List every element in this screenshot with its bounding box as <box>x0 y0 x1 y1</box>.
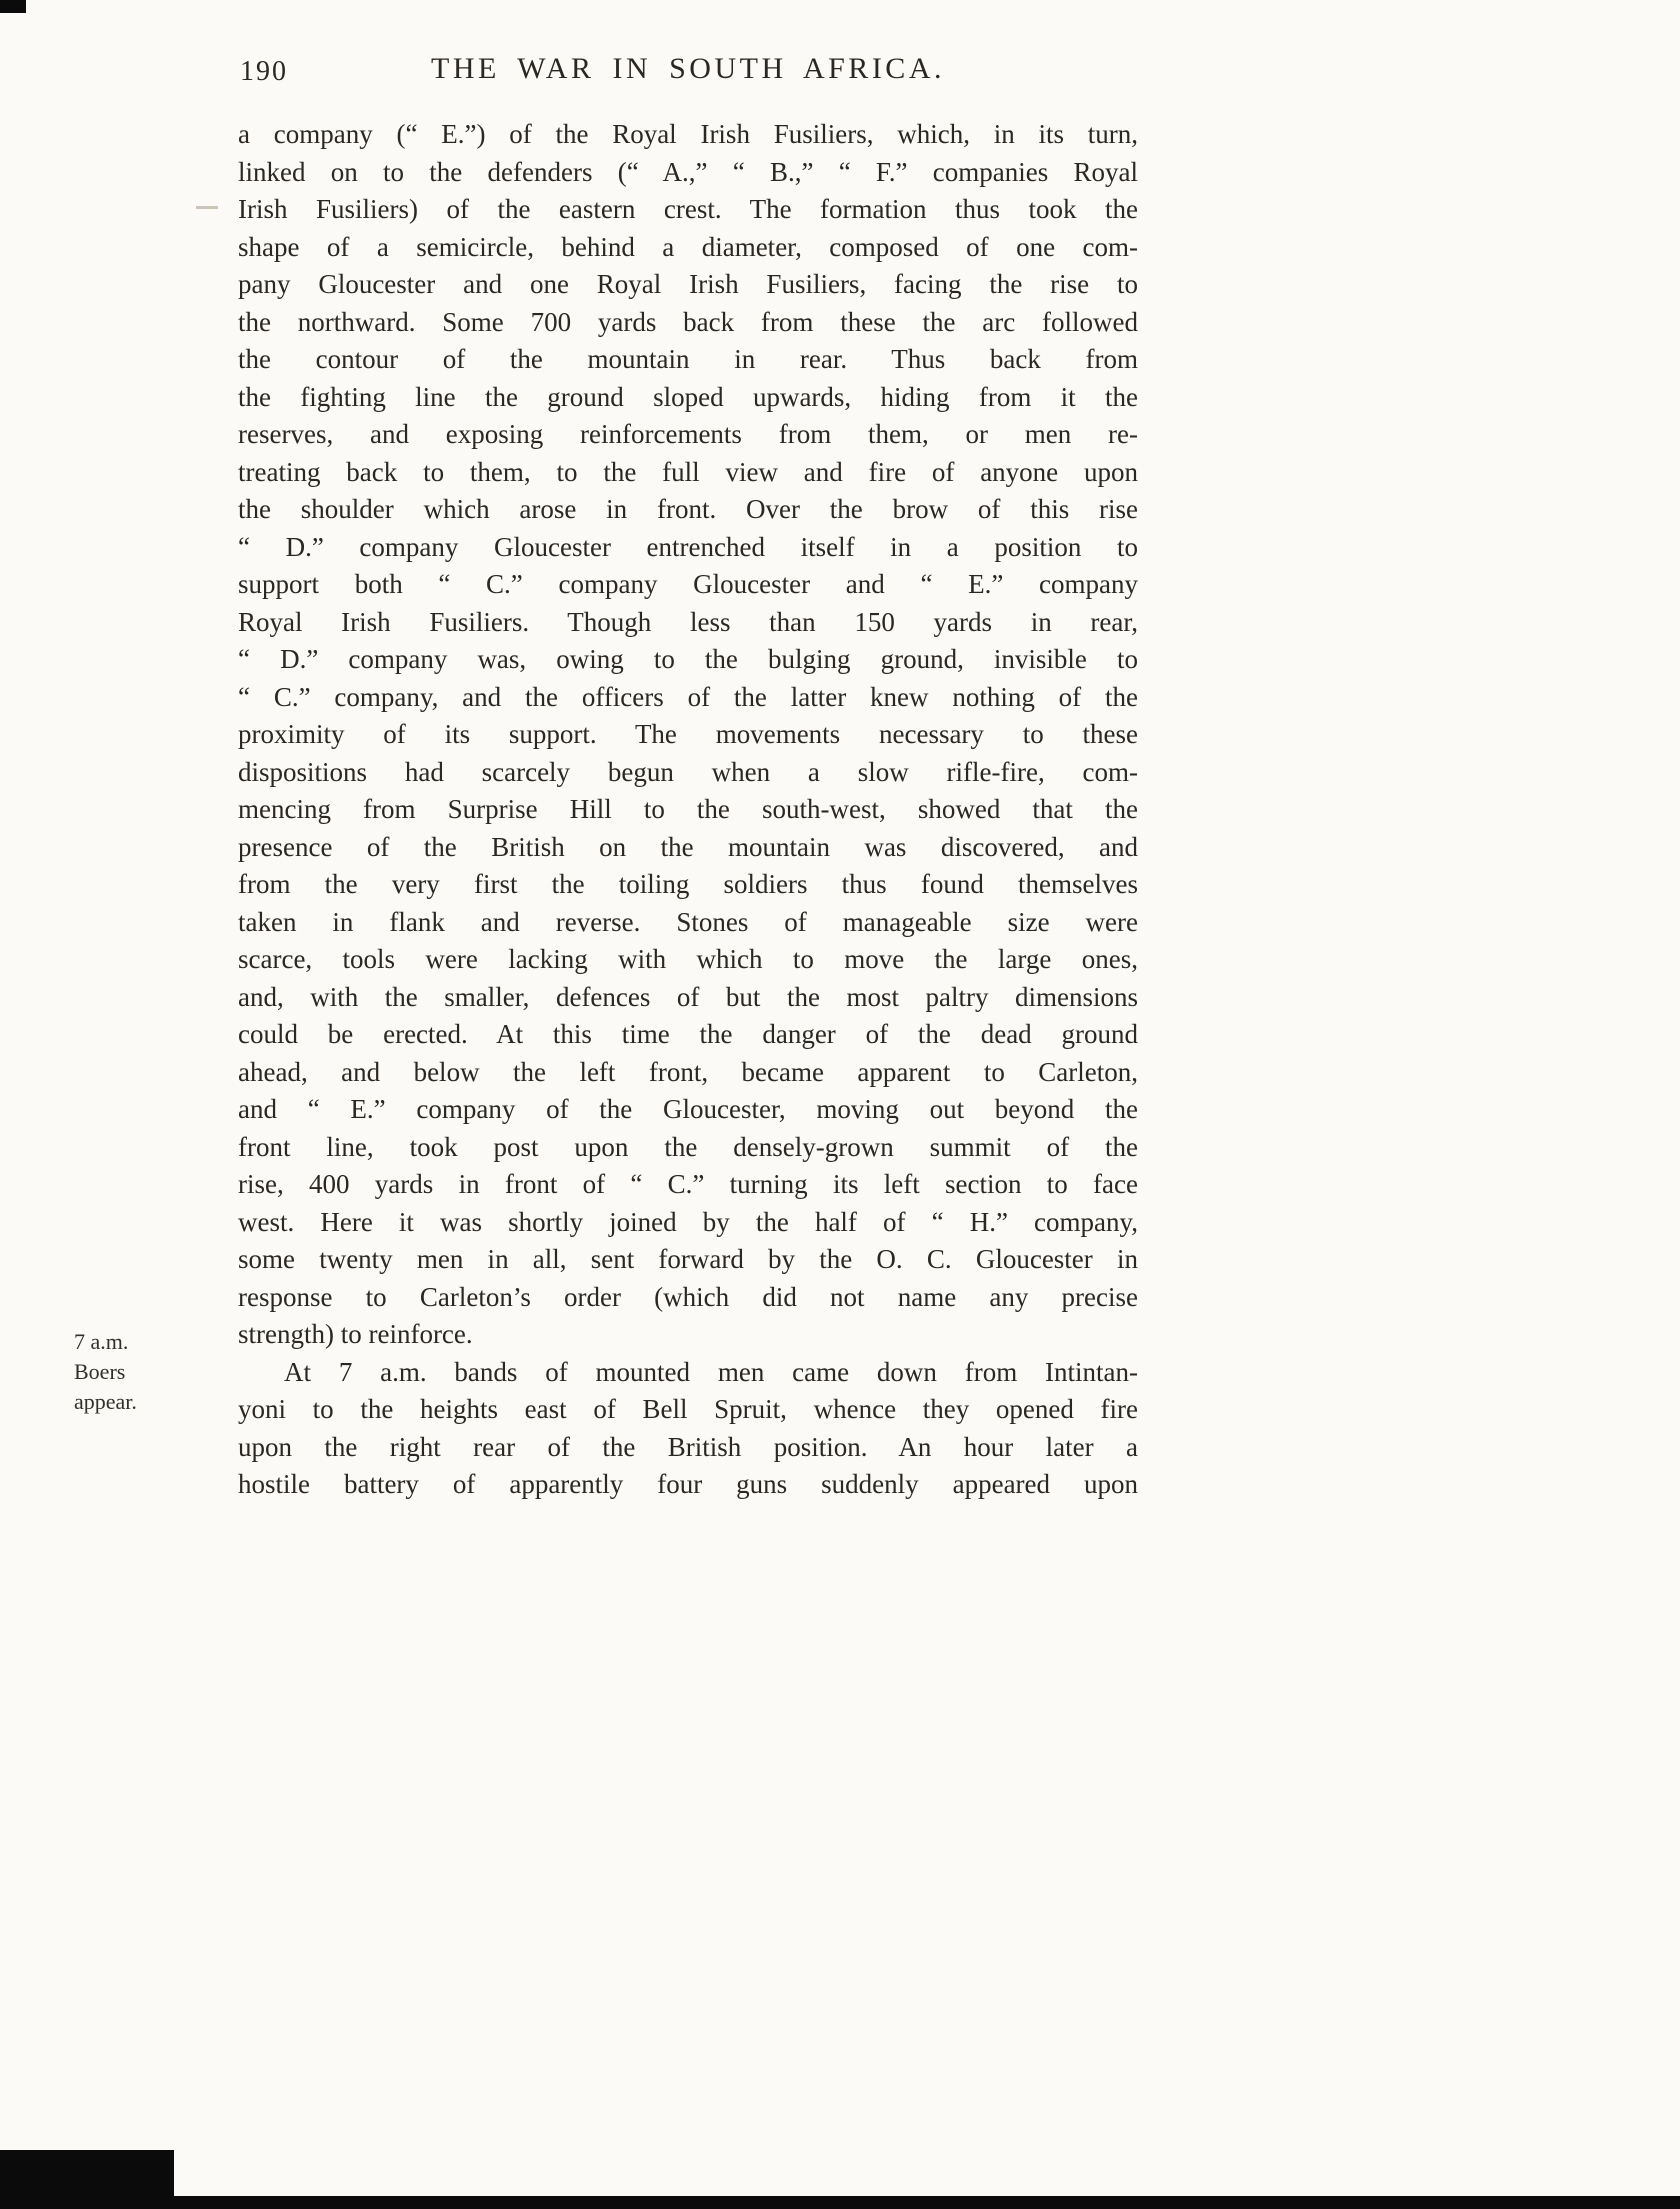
text-line: “ C.” company, and the officers of the latter knew nothing of the <box>238 681 1138 712</box>
text-line: could be erected. At this time the danger of the dead ground <box>238 1019 1138 1049</box>
text-line: proximity of its support. The movements necessary to these <box>238 719 1138 749</box>
text-line: “ D.” company was, owing to the bulging ground, invisible to <box>238 644 1138 674</box>
margin-note-line: Boers <box>74 1359 126 1384</box>
text-line: a company (“ E.”) of the Royal Irish Fusiliers, which, in its turn, <box>238 119 1138 149</box>
text-line: some twenty men in all, sent forward by the O. C. Gloucester in <box>238 1244 1138 1274</box>
paragraph <box>238 116 1138 1354</box>
text-line: reserves, and exposing reinforcements from them, or men re- <box>238 419 1138 449</box>
text-line: response to Carleton’s order (which did not name any precise <box>238 1281 1138 1312</box>
text-line: and “ E.” company of the Gloucester, moving out beyond the <box>238 1094 1138 1124</box>
body-text <box>238 116 1138 1504</box>
text-line: shape of a semicircle, behind a diameter, composed of one com- <box>238 231 1138 262</box>
text-line: west. Here it was shortly joined by the half of “ H.” company, <box>238 1206 1138 1237</box>
text-line: dispositions had scarcely begun when a slow rifle-fire, com- <box>238 756 1138 787</box>
scan-artifact-top-left <box>0 0 26 13</box>
text-line: and, with the smaller, defences of but the most paltry dimensions <box>238 981 1138 1012</box>
scan-artifact-bottom-bar <box>0 2196 1680 2209</box>
text-line: strength) to reinforce. <box>238 1319 473 1349</box>
margin-note <box>74 1327 229 1417</box>
margin-note-line: 7 a.m. <box>74 1329 129 1354</box>
text-line: the northward. Some 700 yards back from these the arc followed <box>238 306 1138 337</box>
running-title: THE WAR IN SOUTH AFRICA. <box>431 52 945 85</box>
text-line: rise, 400 yards in front of “ C.” turning its left section to face <box>238 1169 1138 1199</box>
text-line: linked on to the defenders (“ A.,” “ B.,” “ F.” companies Royal <box>238 156 1138 187</box>
text-line: the shoulder which arose in front. Over the brow of this rise <box>238 494 1138 524</box>
text-line: pany Gloucester and one Royal Irish Fusiliers, facing the rise to <box>238 269 1138 299</box>
text-line: scarce, tools were lacking with which to move the large ones, <box>238 944 1138 974</box>
text-line: At 7 a.m. bands of mounted men came down from Intintan- <box>284 1356 1138 1387</box>
text-line: treating back to them, to the full view and fire of anyone upon <box>238 456 1138 487</box>
text-line: ahead, and below the left front, became apparent to Carleton, <box>238 1056 1138 1087</box>
text-line: the fighting line the ground sloped upwards, hiding from it the <box>238 381 1138 412</box>
text-line: upon the right rear of the British position. An hour later a <box>238 1431 1138 1462</box>
scan-smudge <box>196 206 218 209</box>
text-line: “ D.” company Gloucester entrenched itself in a position to <box>238 531 1138 562</box>
text-line: hostile battery of apparently four guns suddenly appeared upon <box>238 1469 1138 1499</box>
text-line: front line, took post upon the densely-grown summit of the <box>238 1131 1138 1162</box>
text-line: from the very first the toiling soldiers thus found themselves <box>238 869 1138 899</box>
text-line: taken in flank and reverse. Stones of manageable size were <box>238 906 1138 937</box>
page-number: 190 <box>240 56 288 87</box>
text-line: Irish Fusiliers) of the eastern crest. The formation thus took the <box>238 194 1138 224</box>
text-line: yoni to the heights east of Bell Spruit, whence they opened fire <box>238 1394 1138 1424</box>
page-header <box>238 50 1138 94</box>
text-line: Royal Irish Fusiliers. Though less than 150 yards in rear, <box>238 606 1138 637</box>
text-line: mencing from Surprise Hill to the south-west, showed that the <box>238 794 1138 824</box>
text-line: support both “ C.” company Gloucester and “ E.” company <box>238 569 1138 599</box>
text-line: the contour of the mountain in rear. Thus back from <box>238 344 1138 374</box>
text-line: presence of the British on the mountain was discovered, and <box>238 831 1138 862</box>
margin-note-line: appear. <box>74 1389 137 1414</box>
paragraph <box>238 1354 1138 1504</box>
